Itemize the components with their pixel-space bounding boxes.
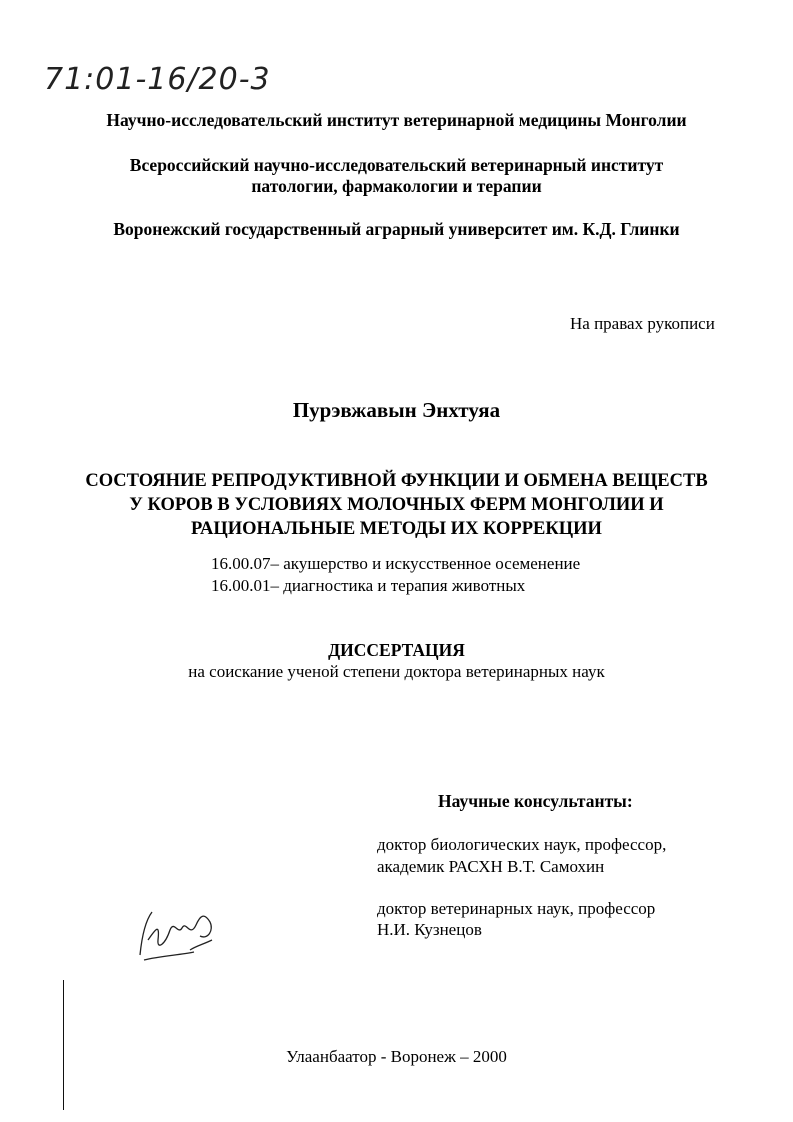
title-line-3: РАЦИОНАЛЬНЫЕ МЕТОДЫ ИХ КОРРЕКЦИИ (191, 519, 602, 539)
consultants-heading: Научные консультанты: (438, 791, 633, 811)
thesis-title (0, 469, 793, 541)
scan-margin-line (63, 980, 64, 1110)
place-year: Улаанбаатор - Воронеж – 2000 (286, 1047, 507, 1066)
title-line-1: СОСТОЯНИЕ РЕПРОДУКТИВНОЙ ФУНКЦИИ И ОБМЕНА ВЕЩЕСТВ (85, 471, 708, 491)
degree-line: на соискание ученой степени доктора ветеринарных наук (188, 662, 605, 681)
specialty-2: 16.00.01– диагностика и терапия животных (211, 576, 526, 595)
consultant-1-name: академик РАСХН В.Т. Самохин (377, 857, 605, 876)
specialty-1: 16.00.07– акушерство и искусственное осеменение (211, 554, 581, 573)
institution-3: Воронежский государственный аграрный университет им. К.Д. Глинки (113, 219, 680, 239)
institution-2-line1: Всероссийский научно-исследовательский ветеринарный институт (129, 155, 664, 175)
handwritten-stamp: 71:01-16/20-3 (44, 62, 271, 97)
institution-2-line2: патологии, фармакологии и терапии (251, 176, 542, 196)
consultant-1-title: доктор биологических наук, профессор, (377, 835, 667, 854)
institution-1: Научно-исследовательский институт ветеринарной медицины Монголии (106, 110, 687, 130)
signature (130, 900, 230, 965)
consultant-2-title: доктор ветеринарных наук, профессор (377, 899, 656, 918)
title-line-2: У КОРОВ В УСЛОВИЯХ МОЛОЧНЫХ ФЕРМ МОНГОЛИИ И (129, 495, 664, 515)
author-name: Пурэвжавын Энхтуяа (292, 398, 501, 422)
document-type: ДИССЕРТАЦИЯ (328, 640, 465, 660)
manuscript-note: На правах рукописи (570, 314, 715, 333)
consultant-2-name: Н.И. Кузнецов (377, 920, 482, 939)
